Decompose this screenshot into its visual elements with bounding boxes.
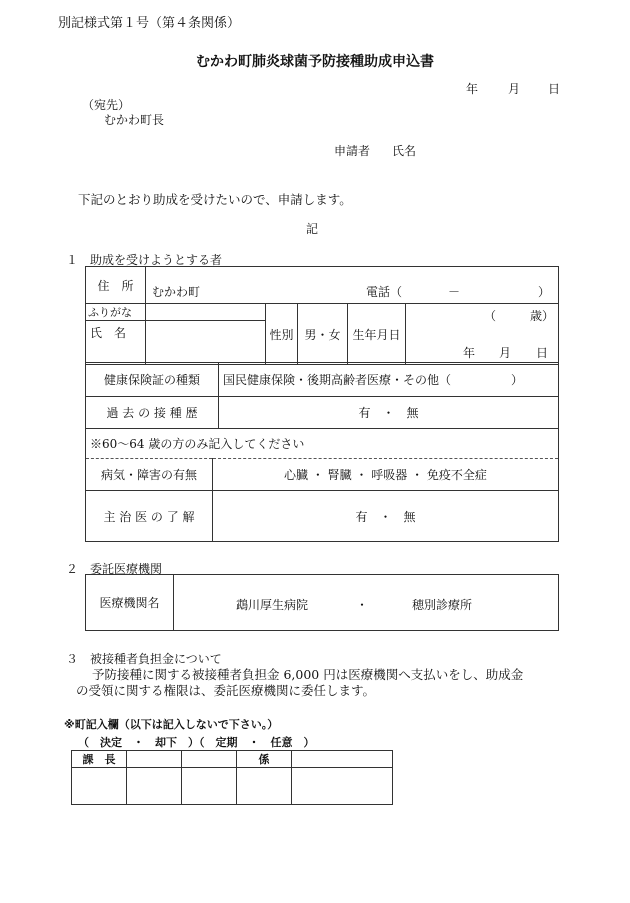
intro-text: 下記のとおり助成を受けたいので、申請します。 [78, 192, 352, 207]
stamp-cell [127, 768, 182, 805]
date-day: 日 [548, 82, 561, 96]
history-value[interactable]: 有 ・ 無 [219, 397, 559, 429]
ki-label: 記 [306, 222, 319, 236]
phone-label: 電話（ [366, 285, 403, 299]
page-title: むかわ町肺炎球菌予防接種助成申込書 [196, 54, 434, 70]
address-value: むかわ町 [152, 285, 201, 299]
furigana-label: ふりがな [86, 304, 146, 321]
office-table [71, 750, 393, 805]
name-label: 氏 名 [86, 321, 146, 365]
health-table [85, 362, 559, 429]
birth-day: 日 [535, 346, 548, 360]
age-open: （ [484, 309, 497, 323]
birth-label: 生年月日 [348, 304, 406, 365]
history-label: 過 去 の 接 種 歴 [86, 397, 219, 429]
insurance-value[interactable]: 国民健康保険・後期高齢者医療・その他（ ） [219, 363, 559, 397]
address-cell[interactable] [146, 267, 559, 304]
applicant-label: 申請者 [334, 144, 371, 158]
section3-line2: の受領に関する権限は、委託医療機関に委任します。 [76, 683, 376, 698]
chief-stamp [72, 768, 127, 805]
name-input[interactable] [146, 321, 266, 365]
institution-separator: ・ [356, 598, 369, 612]
office-heading: ※町記入欄（以下は記入しないで下さい。） [64, 718, 279, 731]
sex-value[interactable]: 男・女 [298, 304, 348, 365]
section3-line1: 予防接種に関する被接種者負担金 6,000 円は医療機関へ支払いをし、助成金 [92, 667, 524, 682]
sex-label: 性別 [266, 304, 298, 365]
applicant-table [85, 266, 559, 365]
date-month: 月 [508, 82, 521, 96]
doctor-label: 主 治 医 の 了 解 [86, 491, 213, 542]
section3-heading: ３ 被接種者負担金について [66, 652, 222, 666]
stamp-cell [292, 768, 393, 805]
disease-label: 病気・障害の有無 [86, 459, 213, 491]
age-note: ※60～64 歳の方のみ記入してください [86, 429, 559, 459]
hospital-2[interactable]: 穂別診療所 [412, 598, 473, 612]
age-unit: 歳） [529, 309, 554, 323]
section2-heading: ２ 委託医療機関 [66, 562, 163, 576]
disease-value[interactable]: 心臓 ・ 腎臓 ・ 呼吸器 ・ 免疫不全症 [213, 459, 559, 491]
addressee-name: むかわ町長 [104, 113, 165, 127]
birth-cell[interactable] [406, 304, 559, 365]
form-label: 別記様式第１号（第４条関係） [58, 16, 241, 31]
institution-table [85, 574, 559, 631]
insurance-label: 健康保険証の種類 [86, 363, 219, 397]
chief-label: 課 長 [72, 751, 127, 768]
institution-label: 医療機関名 [86, 575, 174, 631]
doctor-value[interactable]: 有 ・ 無 [213, 491, 559, 542]
section1-heading: １ 助成を受けようとする者 [66, 253, 223, 267]
office-options: （ 決定 ・ 却下 ）（ 定期 ・ 任意 ） [78, 736, 315, 749]
addressee-prefix: （宛先） [82, 98, 131, 112]
address-label: 住 所 [86, 267, 146, 304]
age-60-64-table [85, 428, 559, 542]
office-cell [182, 751, 237, 768]
birth-month: 月 [499, 346, 512, 360]
staff-stamp [237, 768, 292, 805]
phone-dash: － [448, 285, 461, 299]
phone-close: ） [537, 285, 550, 299]
hospital-1[interactable]: 鵡川厚生病院 [236, 598, 309, 612]
institution-cell[interactable] [174, 575, 559, 631]
stamp-cell [182, 768, 237, 805]
applicant-name-label: 氏名 [392, 144, 417, 158]
office-cell [127, 751, 182, 768]
birth-year: 年 [463, 346, 476, 360]
furigana-input[interactable] [146, 304, 266, 321]
staff-label: 係 [237, 751, 292, 768]
office-cell [292, 751, 393, 768]
date-year: 年 [466, 82, 479, 96]
